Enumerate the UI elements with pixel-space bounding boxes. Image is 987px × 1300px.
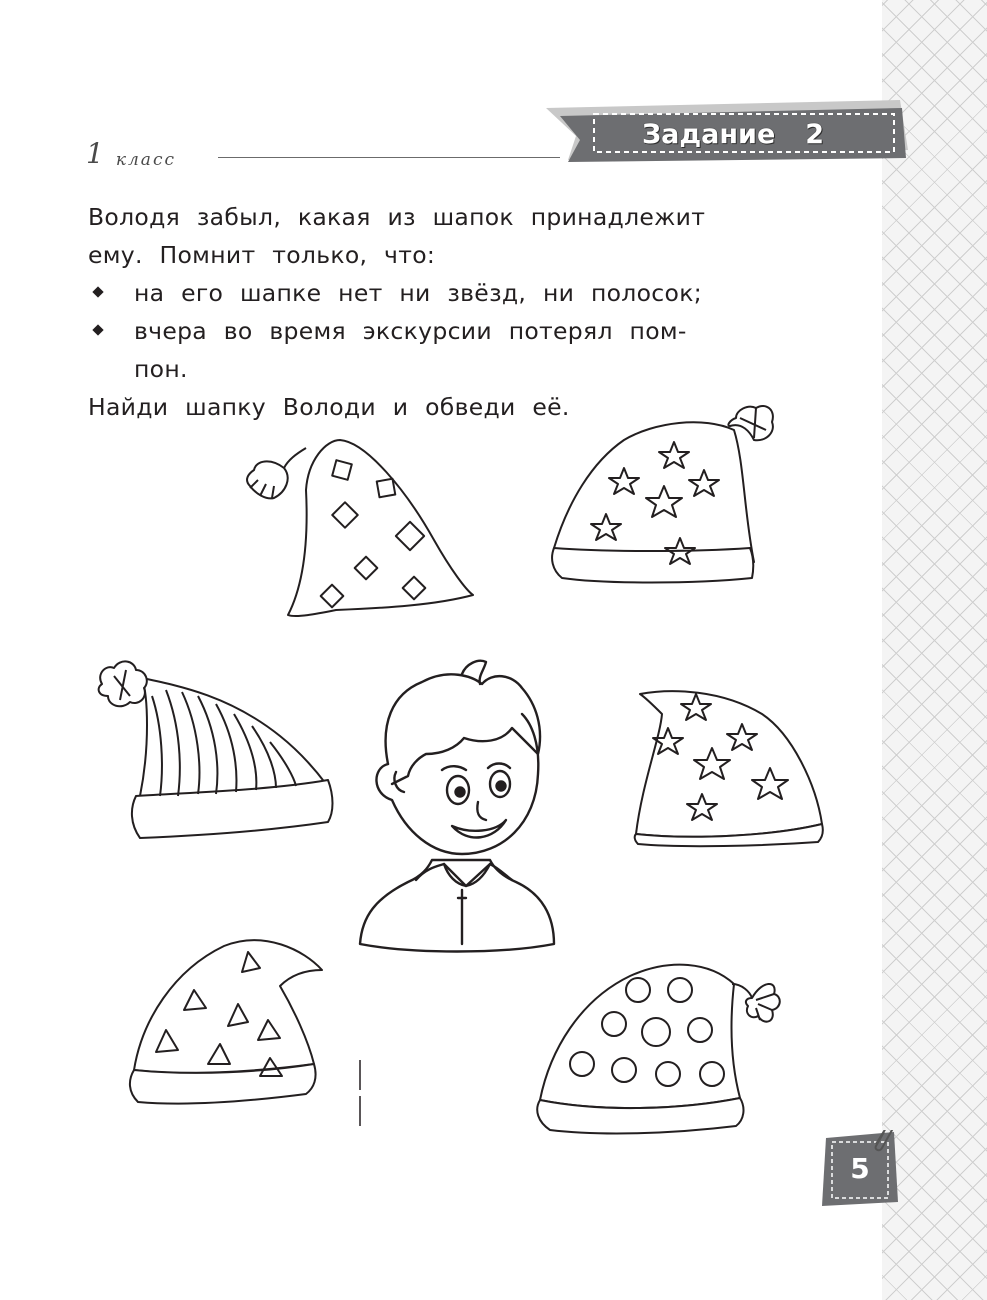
bullet-icon [92,324,103,335]
bullet-item-1: на его шапке нет ни звёзд, ни полосок; [88,274,806,312]
hat-diamonds[interactable] [236,430,486,630]
task-title [598,112,868,156]
intro-line-1: Володя забыл, какая из шапок принадлежит [88,203,706,231]
hat-circles-pompom[interactable] [530,940,790,1140]
bullet-icon [92,286,103,297]
class-label [86,137,176,170]
class-number: 1 [86,137,104,170]
header-rule [218,157,560,158]
hat-stripes-pompom[interactable] [90,656,340,846]
intro-line-2: ему. Помнит только, что: [88,241,436,269]
task-word: Задание [641,118,776,150]
hat-triangles[interactable] [124,930,334,1110]
bullet-item-2: вчера во время экскурсии потерял пом- пон. [88,312,806,388]
task-text [88,198,806,426]
page-number: 5 [850,1151,870,1185]
graph-paper-margin [882,0,987,1300]
separator-mark [356,1060,366,1130]
class-word: класс [115,150,176,170]
boy-portrait [352,654,562,979]
instruction-line: Найди шапку Володи и обведи её. [88,393,570,421]
task-number: 2 [805,118,825,150]
hat-stars[interactable] [632,684,832,844]
hat-stars-pompom[interactable] [544,402,784,592]
